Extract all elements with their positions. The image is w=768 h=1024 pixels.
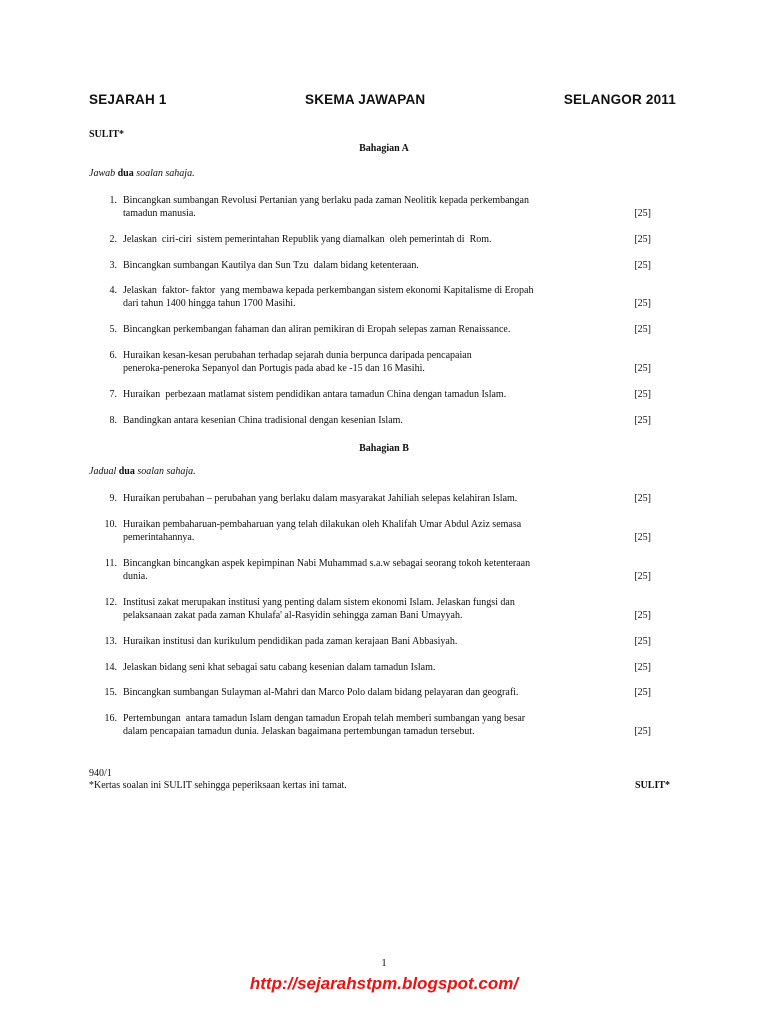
question-item — [89, 518, 651, 544]
question-text-line: Huraikan perubahan – perubahan yang berlaku dalam masyarakat Jahiliah selepas kelahiran Islam. — [123, 493, 518, 504]
instruction-emphasis: dua — [118, 466, 135, 477]
paper-code: 940/1 — [89, 768, 112, 779]
question-text — [123, 414, 618, 427]
question-marks: [25] — [634, 687, 651, 698]
question-marks: [25] — [634, 324, 651, 335]
page-header — [89, 92, 676, 107]
question-item — [89, 388, 651, 401]
question-number: 1. — [109, 195, 117, 206]
question-text — [123, 388, 618, 401]
question-text-line: Bincangkan sumbangan Sulayman al-Mahri dan Marco Polo dalam bidang pelayaran dan geografi. — [123, 687, 519, 698]
question-marks: [25] — [634, 636, 651, 647]
question-text-line: Jelaskan ciri-ciri sistem pemerintahan Republik yang diamalkan oleh pemerintah di Rom. — [123, 234, 492, 245]
question-marks: [25] — [634, 532, 651, 543]
section-a-title: Bahagian A — [359, 143, 409, 154]
question-number: 7. — [109, 389, 117, 400]
question-number: 14. — [104, 662, 117, 673]
question-number: 15. — [104, 687, 117, 698]
question-item — [89, 596, 651, 622]
question-number: 10. — [104, 519, 117, 530]
question-marks: [25] — [634, 208, 651, 219]
question-text-line: Huraikan institusi dan kurikulum pendidikan pada zaman kerajaan Bani Abbasiyah. — [123, 636, 458, 647]
question-text-line: Huraikan pembaharuan-pembaharuan yang telah dilakukan oleh Khalifah Umar Abdul Aziz semasa — [123, 519, 522, 530]
question-text — [123, 284, 618, 310]
question-text-line: pelaksanaan zakat pada zaman Khulafa' al-Rasyidin sehingga zaman Bani Umayyah. — [123, 610, 463, 621]
question-marks: [25] — [634, 363, 651, 374]
question-text — [123, 635, 618, 648]
question-text — [123, 518, 618, 544]
question-marks: [25] — [634, 610, 651, 621]
question-number: 9. — [109, 493, 117, 504]
question-number: 12. — [104, 597, 117, 608]
question-item — [89, 259, 651, 272]
section-a-instruction: Jawab dua soalan sahaja. — [89, 168, 195, 179]
question-text-line: Bincangkan sumbangan Revolusi Pertanian yang berlaku pada zaman Neolitik kepada perkembangan — [123, 195, 529, 206]
question-text — [123, 712, 618, 738]
question-text — [123, 596, 618, 622]
question-marks: [25] — [634, 415, 651, 426]
question-item — [89, 635, 651, 648]
question-number: 13. — [104, 636, 117, 647]
question-text-line: dunia. — [123, 571, 148, 582]
question-number: 8. — [109, 415, 117, 426]
question-item — [89, 492, 651, 505]
question-marks: [25] — [634, 726, 651, 737]
question-text — [123, 349, 618, 375]
question-marks: [25] — [634, 260, 651, 271]
question-marks: [25] — [634, 234, 651, 245]
question-number: 5. — [109, 324, 117, 335]
question-text-line: Jelaskan faktor- faktor yang membawa kepada perkembangan sistem ekonomi Kapitalisme di Eropah — [123, 285, 534, 296]
question-marks: [25] — [634, 389, 651, 400]
question-text-line: tamadun manusia. — [123, 208, 196, 219]
question-text-line: Bincangkan perkembangan fahaman dan aliran pemikiran di Eropah selepas zaman Renaissance. — [123, 324, 511, 335]
question-text-line: Jelaskan bidang seni khat sebagai satu cabang kesenian dalam tamadun Islam. — [123, 662, 436, 673]
section-b-instruction: Jadual dua soalan sahaja. — [89, 466, 196, 477]
question-text-line: Bincangkan bincangkan aspek kepimpinan Nabi Muhammad s.a.w sebagai seorang tokoh ketenteraan — [123, 558, 531, 569]
sulit-label-top: SULIT* — [89, 129, 125, 140]
question-text — [123, 686, 618, 699]
question-text-line: peneroka-peneroka Sepanyol dan Portugis pada abad ke -15 dan 16 Masihi. — [123, 363, 425, 374]
question-text-line: Bandingkan antara kesenian China tradisional dengan kesenian Islam. — [123, 415, 403, 426]
question-text-line: Huraikan kesan-kesan perubahan terhadap sejarah dunia berpunca daripada pencapaian — [123, 350, 472, 361]
question-text-line: Huraikan perbezaan matlamat sistem pendidikan antara tamadun China dengan tamadun Islam. — [123, 389, 507, 400]
header-state-year: SELANGOR 2011 — [563, 92, 676, 107]
question-text-line: pemerintahannya. — [123, 532, 195, 543]
question-text — [123, 557, 618, 583]
question-item — [89, 284, 651, 310]
question-text — [123, 492, 618, 505]
blog-url-link[interactable]: http://sejarahstpm.blogspot.com/ — [249, 974, 519, 993]
header-subject: SEJARAH 1 — [89, 92, 167, 107]
question-marks: [25] — [634, 571, 651, 582]
question-item — [89, 233, 651, 246]
question-item — [89, 323, 651, 336]
question-text-line: Pertembungan antara tamadun Islam dengan tamadun Eropah telah memberi sumbangan yang besar — [123, 713, 526, 724]
question-text-line: Bincangkan sumbangan Kautilya dan Sun Tzu dalam bidang ketenteraan. — [123, 260, 419, 271]
question-marks: [25] — [634, 298, 651, 309]
question-text — [123, 259, 618, 272]
question-text — [123, 661, 618, 674]
question-text — [123, 323, 618, 336]
question-marks: [25] — [634, 662, 651, 673]
question-text — [123, 233, 618, 246]
question-number: 6. — [109, 350, 117, 361]
question-marks: [25] — [634, 493, 651, 504]
section-b-title: Bahagian B — [359, 443, 409, 454]
question-text-line: dari tahun 1400 hingga tahun 1700 Masihi. — [123, 298, 296, 309]
question-number: 11. — [104, 558, 117, 569]
question-item — [89, 557, 651, 583]
question-item — [89, 686, 651, 699]
question-number: 16. — [104, 713, 117, 724]
question-item — [89, 661, 651, 674]
instruction-emphasis: dua — [117, 168, 134, 179]
question-number: 4. — [109, 285, 117, 296]
sulit-label-bottom: SULIT* — [634, 780, 670, 791]
question-text — [123, 194, 618, 220]
question-number: 2. — [109, 234, 117, 245]
page-number: 1 — [381, 957, 387, 969]
question-text-line: Institusi zakat merupakan institusi yang penting dalam sistem ekonomi Islam. Jelaskan fungsi dan — [123, 597, 515, 608]
question-item — [89, 712, 651, 738]
question-number: 3. — [109, 260, 117, 271]
question-item — [89, 414, 651, 427]
question-item — [89, 194, 651, 220]
question-item — [89, 349, 651, 375]
confidential-note: *Kertas soalan ini SULIT sehingga peperiksaan kertas ini tamat. — [89, 780, 347, 791]
header-title: SKEMA JAWAPAN — [305, 92, 426, 107]
question-text-line: dalam pencapaian tamadun dunia. Jelaskan bagaimana pertembungan tamadun tersebut. — [123, 726, 475, 737]
